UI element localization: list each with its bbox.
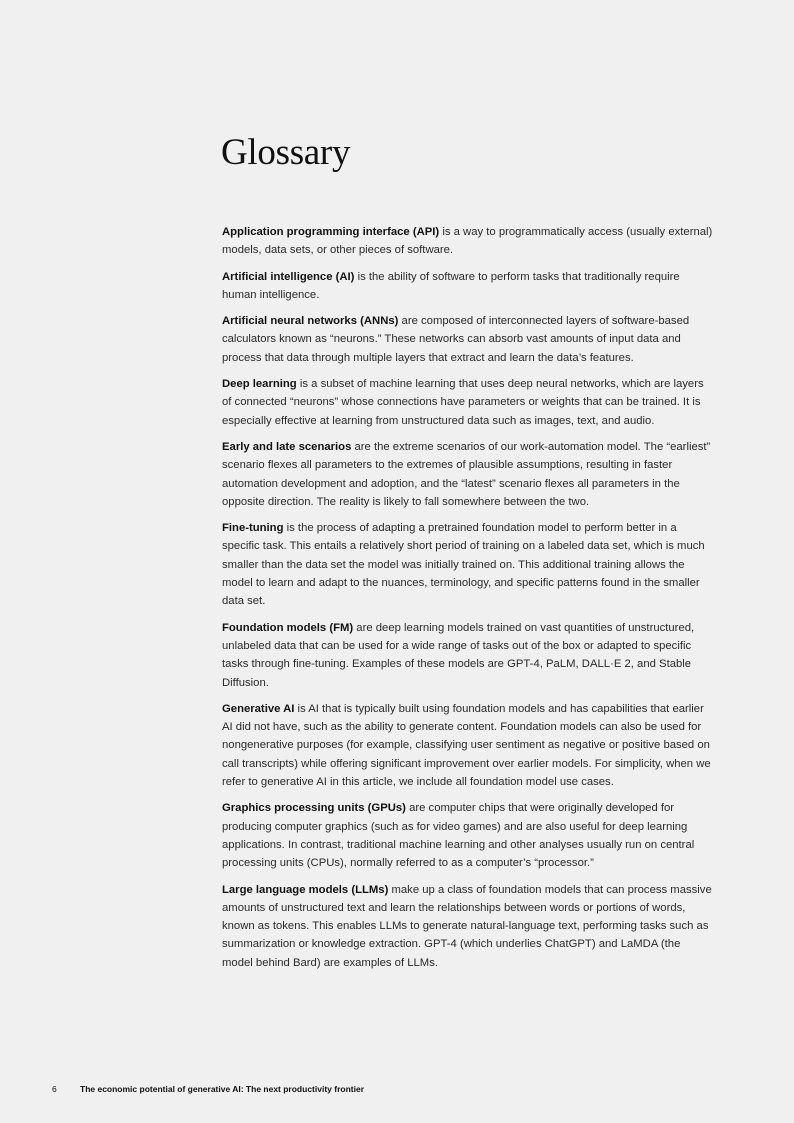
glossary-definition: are the extreme scenarios of our work-automation model. The “earliest” scenario flexes all parameters to the extremes of plausible assumptions, resulting in faster automation development and adoption, and the “latest” scenario flexes all parameters in the opposite direction. The reality is likely to fall somewhere between the two. xyxy=(222,440,711,508)
glossary-list xyxy=(222,223,714,980)
glossary-definition: is a way to programmatically access (usually external) models, data sets, or other pieces of software. xyxy=(222,226,713,257)
glossary-definition: is AI that is typically built using foundation models and has capabilities that earlier AI did not have, such as the ability to generate content. Foundation models can also be used for nongenerative purposes (for example, classifying user sentiment as negative or positive based on call transcripts) while offering significant improvement over earlier models. For simplicity, when we refer to generative AI in this article, we include all foundation model use cases. xyxy=(222,702,711,789)
glossary-definition: is the ability of software to perform tasks that traditionally require human intelligence. xyxy=(222,270,680,301)
page-footer xyxy=(52,1083,364,1095)
glossary-entry-api xyxy=(222,223,714,260)
glossary-entry-ai xyxy=(222,268,714,305)
glossary-term: Artificial intelligence (AI) xyxy=(222,270,355,283)
glossary-definition: are deep learning models trained on vast quantities of unstructured, unlabeled data that can be used for a wide range of tasks out of the box or adapted to specific tasks through fine-tuning. Examples of these models are GPT-4, PaLM, DALL·E 2, and Stable Diffusion. xyxy=(222,621,695,689)
glossary-entry-generative-ai xyxy=(222,700,714,791)
glossary-definition: are computer chips that were originally developed for producing computer graphics (such as for video games) and are also useful for deep learning applications. In contrast, traditional machine learning and other analyses usually run on central processing units (CPUs), normally referred to as a computer’s “processor.” xyxy=(222,802,695,870)
glossary-term: Deep learning xyxy=(222,378,297,391)
glossary-definition: is the process of adapting a pretrained foundation model to perform better in a specific task. This entails a relatively short period of training on a labeled data set, which is much smaller than the data set the model was initially trained on. This additional training allows the model to learn and adapt to the nuances, terminology, and specific patterns found in the smaller data set. xyxy=(222,522,705,608)
glossary-term: Foundation models (FM) xyxy=(222,621,354,634)
glossary-entry-foundation-models xyxy=(222,619,714,692)
glossary-term: Fine-tuning xyxy=(222,522,284,535)
glossary-entry-gpus xyxy=(222,799,714,872)
glossary-term: Application programming interface (API) xyxy=(222,226,440,238)
glossary-entry-llms xyxy=(222,881,714,972)
glossary-definition: is a subset of machine learning that uses deep neural networks, which are layers of connected “neurons” whose connections have parameters or weights that can be trained. It is especially effective at learning from unstructured data such as images, text, and audio. xyxy=(222,378,704,427)
glossary-entry-anns xyxy=(222,312,714,367)
glossary-term: Generative AI xyxy=(222,702,295,715)
glossary-term: Artificial neural networks (ANNs) xyxy=(222,315,399,328)
footer-title: The economic potential of generative AI: The next productivity frontier xyxy=(80,1084,364,1094)
glossary-term: Graphics processing units (GPUs) xyxy=(222,802,406,815)
glossary-entry-deep-learning xyxy=(222,375,714,430)
glossary-entry-scenarios xyxy=(222,438,714,511)
glossary-definition: make up a class of foundation models that can process massive amounts of unstructured text and learn the relationships between words or portions of words, known as tokens. This enables LLMs to generate natural-language text, performing tasks such as summarization or knowledge extraction. GPT-4 (which underlies ChatGPT) and LaMDA (the model behind Bard) are examples of LLMs. xyxy=(222,883,712,969)
glossary-definition: are composed of interconnected layers of software-based calculators known as “neurons.” These networks can absorb vast amounts of input data and process that data through multiple layers that extract and learn the data’s features. xyxy=(222,315,690,364)
page-number: 6 xyxy=(52,1084,57,1094)
glossary-entry-fine-tuning xyxy=(222,519,714,610)
glossary-term: Early and late scenarios xyxy=(222,440,352,453)
glossary-term: Large language models (LLMs) xyxy=(222,883,389,896)
page-title: Glossary xyxy=(221,132,351,173)
